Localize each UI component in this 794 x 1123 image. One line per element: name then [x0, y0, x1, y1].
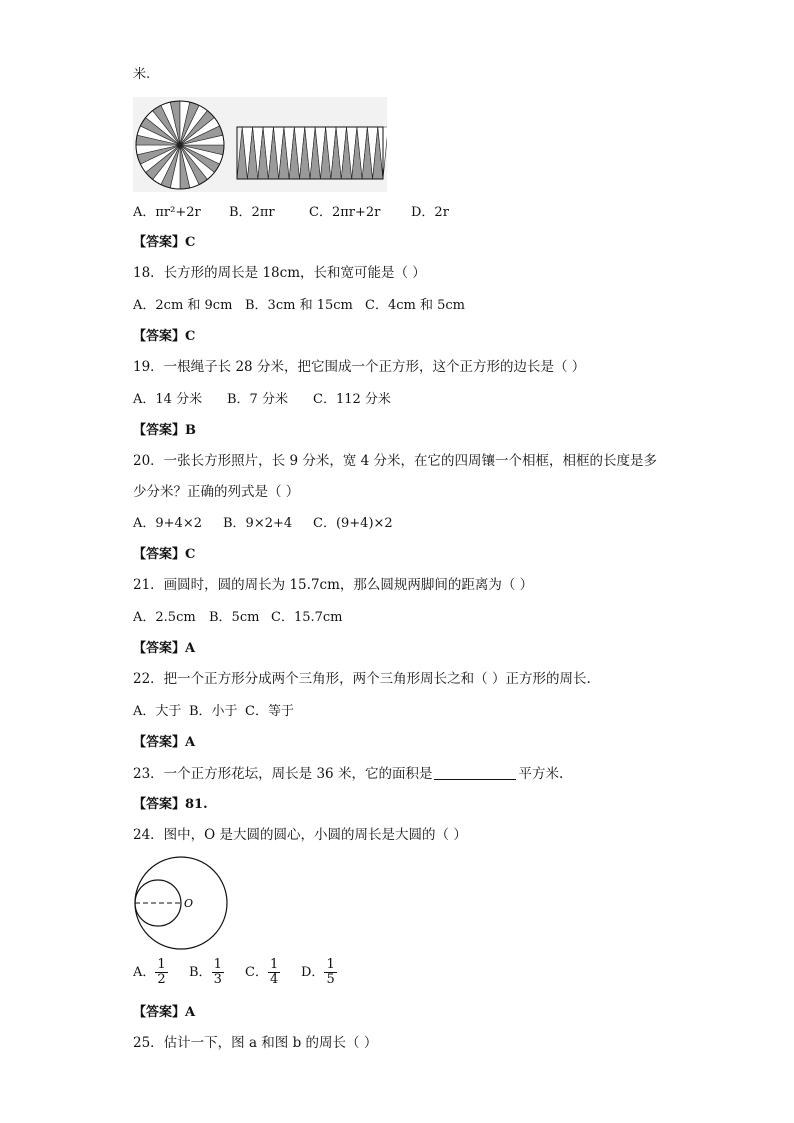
q24-options: [133, 958, 337, 988]
center-label-o: O: [184, 897, 194, 910]
q20-answer: 【答案】C: [133, 547, 196, 562]
q19-option-c: C．112 分米: [313, 392, 391, 407]
q22-option-c: C．等于: [245, 704, 294, 719]
q22-option-b: B．小于: [189, 704, 238, 719]
fraction-one-third: $\frac{1}{3}$: [213, 957, 222, 988]
continuation-text: 米.: [133, 67, 151, 82]
q22-answer: 【答案】A: [133, 735, 196, 750]
q25-text: 25．估计一下，图 a 和图 b 的周长（ ）: [133, 1035, 378, 1051]
sector-rearrangement-figure: [133, 97, 387, 196]
q18-option-a: A．2cm 和 9cm: [133, 298, 233, 313]
q21-answer: 【答案】A: [133, 641, 196, 656]
q22-text: 22．把一个正方形分成两个三角形，两个三角形周长之和（ ）正方形的周长.: [133, 671, 591, 687]
q22-options: [133, 705, 294, 718]
q19-option-b: B．7 分米: [227, 392, 288, 407]
q17-option-d: D．2r: [411, 205, 449, 220]
q24-option-c: C． $\frac{1}{4}$: [245, 957, 279, 988]
q18-option-b: B．3cm 和 15cm: [245, 298, 353, 313]
fraction-one-fifth: $\frac{1}{5}$: [326, 957, 335, 988]
circles-figure: [131, 855, 233, 955]
q20-option-b: B．9×2+4: [223, 516, 293, 531]
small-circle: [135, 880, 181, 926]
q19-option-a: A．14 分米: [133, 392, 203, 407]
q23-text: [133, 767, 563, 782]
q18-text: 18．长方形的周长是 18cm，长和宽可能是（ ）: [133, 265, 426, 281]
q24-text: 24．图中，O 是大圆的圆心，小圆的周长是大圆的（ ）: [133, 827, 467, 843]
q18-answer: 【答案】C: [133, 329, 196, 344]
q22-option-a: A．大于: [133, 704, 182, 719]
q20-option-a: A．9+4×2: [133, 516, 202, 531]
q23-text-before-blank: 23．一个正方形花坛，周长是 36 米，它的面积是: [133, 766, 433, 782]
q20-options: [133, 517, 393, 530]
q20-text-line1: 20．一张长方形照片，长 9 分米，宽 4 分米，在它的四周镶一个相框，相框的长度是多: [133, 453, 658, 469]
q20-option-c: C．(9+4)×2: [313, 516, 393, 531]
fraction-one-quarter: $\frac{1}{4}$: [269, 957, 279, 988]
q17-option-a: A．πr²+2r: [133, 205, 201, 220]
q17-options: [133, 206, 449, 219]
q18-options: [133, 299, 465, 312]
q19-text: 19．一根绳子长 28 分米，把它围成一个正方形，这个正方形的边长是（ ）: [133, 359, 586, 375]
q17-option-b: B．2πr: [229, 205, 275, 220]
q21-text: 21．画圆时，圆的周长为 15.7cm，那么圆规两脚间的距离为（ ）: [133, 577, 534, 593]
q17-answer: 【答案】C: [133, 235, 196, 250]
q21-option-a: A．2.5cm: [133, 610, 196, 625]
q21-option-c: C．15.7cm: [271, 610, 343, 625]
q17-option-c: C．2πr+2r: [309, 205, 381, 220]
q18-option-c: C．4cm 和 5cm: [365, 298, 465, 313]
q24-option-a: A． $\frac{1}{2}$: [133, 957, 166, 988]
q24-answer: 【答案】A: [133, 1005, 196, 1020]
q24-option-b: B． $\frac{1}{3}$: [189, 957, 222, 988]
q21-options: [133, 611, 343, 624]
q23-answer-blank[interactable]: [434, 767, 516, 780]
q21-option-b: B．5cm: [209, 610, 260, 625]
fraction-one-half: $\frac{1}{2}$: [157, 957, 166, 988]
q23-text-after-blank: 平方米.: [518, 766, 564, 782]
q19-options: [133, 393, 391, 406]
q20-text-line2: 少分米？正确的列式是（ ）: [133, 484, 300, 500]
q23-answer: 【答案】81.: [133, 797, 208, 812]
circles-figure-svg: [131, 855, 233, 951]
q19-answer: 【答案】B: [133, 423, 196, 438]
sector-figure-svg: [133, 97, 387, 192]
q24-option-d: D． $\frac{1}{5}$: [301, 957, 335, 988]
